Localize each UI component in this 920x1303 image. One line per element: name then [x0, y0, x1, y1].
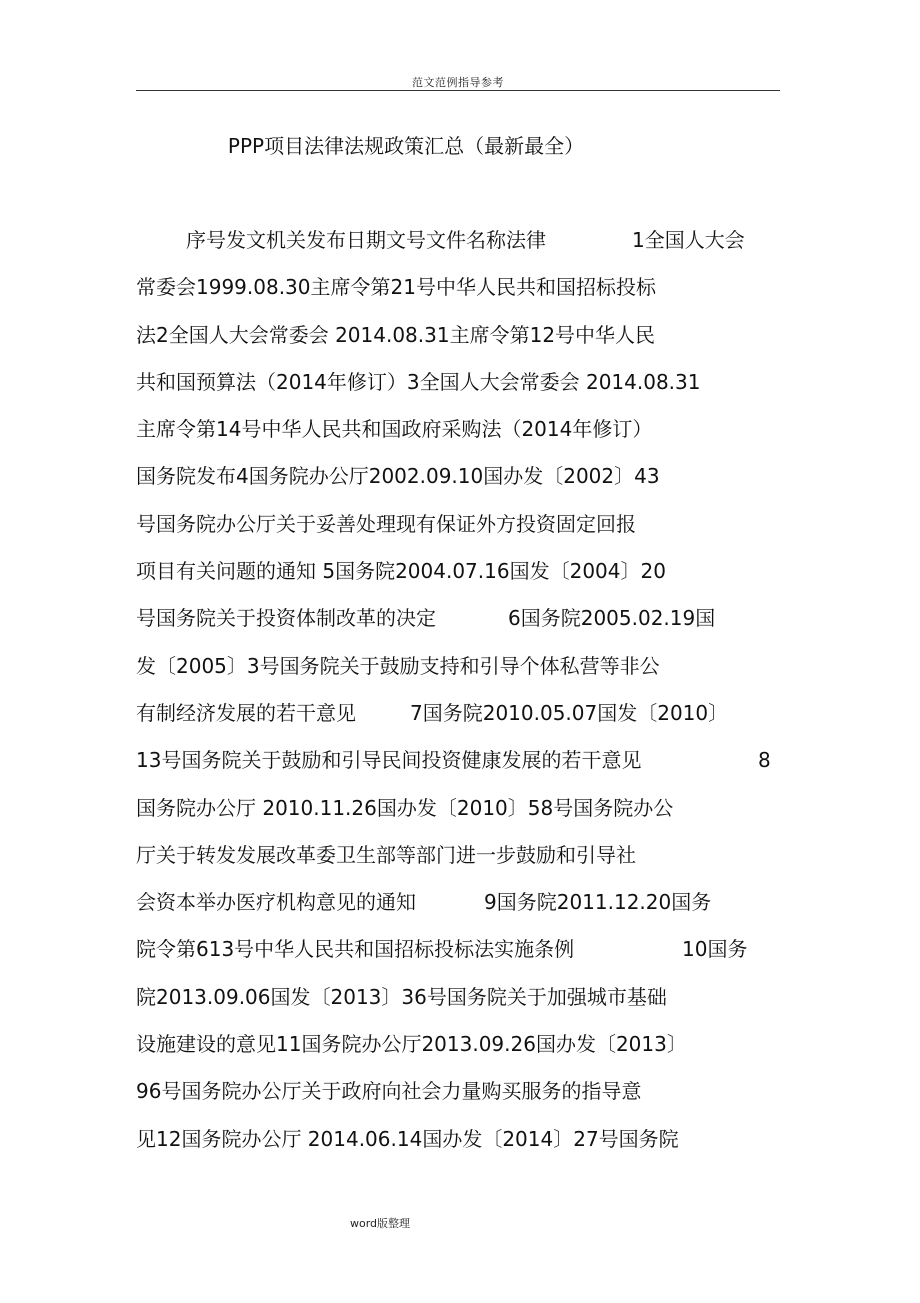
line-13-text: 国务院办公厅 2010.11.26国办发〔2010〕58号国务院办公 — [136, 795, 674, 820]
line-5-text: 主席令第14号中华人民共和国政府采购法（2014年修订） — [136, 417, 653, 442]
line-11-text: 有制经济发展的若干意见 — [136, 700, 356, 725]
body-line-18 — [136, 1030, 786, 1077]
body-line-8 — [136, 557, 786, 604]
header-text: 范文范例指导参考 — [412, 76, 504, 89]
line-9-text: 号国务院关于投资体制改革的决定 — [136, 606, 436, 631]
body-line-20 — [136, 1125, 786, 1172]
body-line-2 — [136, 273, 786, 320]
body-line-11 — [136, 699, 786, 746]
line-12-text: 13号国务院关于鼓励和引导民间投资健康发展的若干意见 — [136, 748, 642, 773]
line-1-text: 序号发文机关发布日期文号文件名称法律 — [186, 228, 546, 252]
body-line-13 — [136, 794, 786, 841]
line-1-text-right: 1全国人大会 — [632, 228, 745, 252]
line-20-text: 见12国务院办公厅 2014.06.14国办发〔2014〕27号国务院 — [136, 1126, 679, 1151]
page-footer: word版整理 — [349, 1217, 411, 1230]
body-line-7 — [136, 510, 786, 557]
line-14-text: 厅关于转发发展改革委卫生部等部门进一步鼓励和引导社 — [136, 842, 636, 867]
line-10-text: 发〔2005〕3号国务院关于鼓励支持和引导个体私营等非公 — [136, 653, 660, 678]
body-line-5 — [136, 415, 786, 462]
document-body — [136, 226, 786, 1172]
line-15-text: 会资本举办医疗机构意见的通知 — [136, 890, 416, 915]
body-line-6 — [136, 462, 786, 509]
line-11-text-right: 7国务院2010.05.07国发〔2010〕 — [410, 700, 729, 725]
line-18-text: 设施建设的意见11国务院办公厅2013.09.26国办发〔2013〕 — [136, 1032, 687, 1057]
page-header — [136, 72, 780, 91]
body-line-9 — [136, 604, 786, 651]
body-line-12 — [136, 746, 786, 793]
body-line-3 — [136, 321, 786, 368]
body-line-10 — [136, 652, 786, 699]
line-9-text-right: 6国务院2005.02.19国 — [508, 606, 716, 631]
body-line-17 — [136, 983, 786, 1030]
line-4-text: 共和国预算法（2014年修订）3全国人大会常委会 2014.08.31 — [136, 369, 701, 394]
line-17-text: 院2013.09.06国发〔2013〕36号国务院关于加强城市基础 — [136, 984, 667, 1009]
line-15-text-right: 9国务院2011.12.20国务 — [484, 890, 712, 915]
line-2-text: 常委会1999.08.30主席令第21号中华人民共和国招标投标 — [136, 275, 656, 300]
line-8-text: 项目有关问题的通知 5国务院2004.07.16国发〔2004〕20 — [136, 559, 666, 584]
body-line-19 — [136, 1077, 786, 1124]
body-line-15 — [136, 888, 786, 935]
line-6-text: 国务院发布4国务院办公厅2002.09.10国办发〔2002〕43 — [136, 464, 660, 489]
document-title: PPP项目法律法规政策汇总（最新最全） — [227, 134, 585, 158]
line-12-text-right: 8 — [758, 748, 771, 773]
line-16-text: 院令第613号中华人民共和国招标投标法实施条例 — [136, 937, 575, 962]
line-3-text: 法2全国人大会常委会 2014.08.31主席令第12号中华人民 — [136, 322, 656, 347]
line-7-text: 号国务院办公厅关于妥善处理现有保证外方投资固定回报 — [136, 511, 636, 536]
body-line-16 — [136, 935, 786, 982]
line-16-text-right: 10国务 — [682, 937, 748, 962]
body-line-1 — [136, 226, 786, 273]
body-line-14 — [136, 841, 786, 888]
line-19-text: 96号国务院办公厅关于政府向社会力量购买服务的指导意 — [136, 1079, 642, 1104]
body-line-4 — [136, 368, 786, 415]
